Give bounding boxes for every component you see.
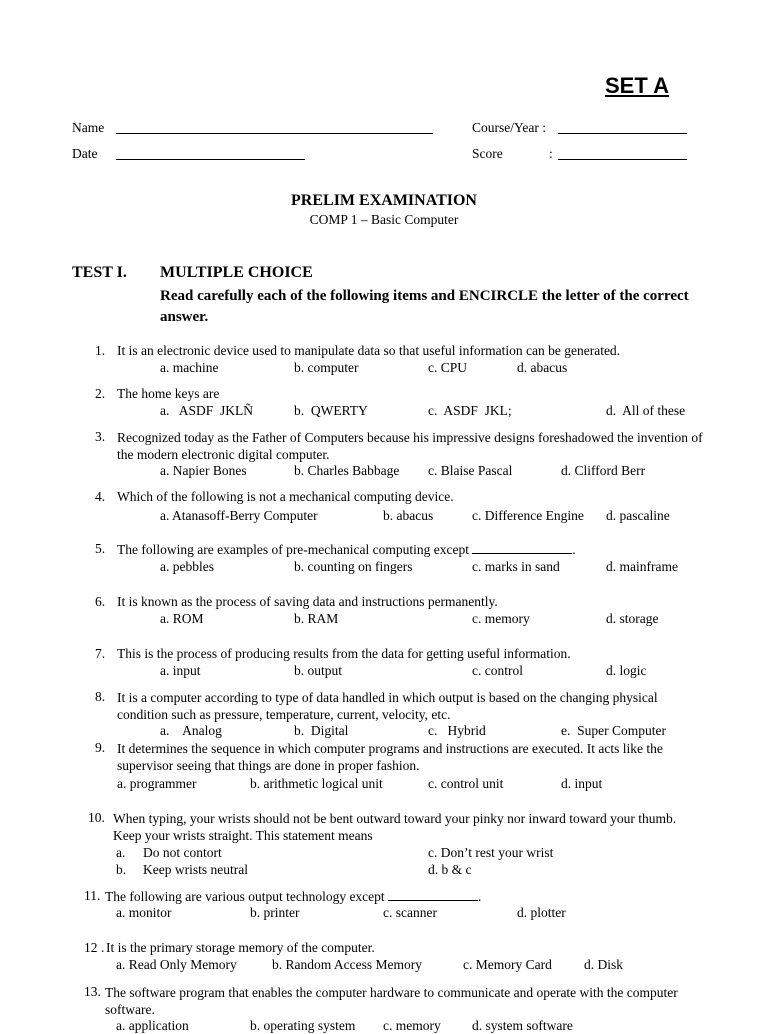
choice-b[interactable]: b. Digital [294,723,349,738]
choice-d[interactable]: d. logic [606,663,647,678]
score-label: Score [472,146,503,161]
choice-b[interactable]: b. abacus [383,508,434,523]
choice-b[interactable]: b. counting on fingers [294,559,413,574]
question-number: 10. [88,810,105,825]
question-text: The following are various output technology except . [105,889,482,904]
choice-c[interactable]: c. Memory Card [463,957,552,972]
question-number: 12 . [84,940,105,955]
choice-a[interactable]: a. pebbles [160,559,214,574]
question-number: 6. [95,594,106,609]
question-number: 11. [84,888,101,903]
answer-blank[interactable] [388,888,478,901]
question-number: 9. [95,740,106,755]
choice-b[interactable]: b. arithmetic logical unit [250,776,383,791]
choice-c[interactable]: c. ASDF JKL; [428,403,512,418]
choice-c[interactable]: c. scanner [383,905,437,920]
choice-a[interactable]: a. Napier Bones [160,463,247,478]
choice-b[interactable]: b. operating system [250,1018,356,1033]
choice-c[interactable]: c. memory [383,1018,441,1033]
choice-a[interactable]: Do not contort [143,845,222,860]
choice-c[interactable]: c. marks in sand [472,559,560,574]
choice-a-letter[interactable]: a. [116,845,126,860]
choice-a[interactable]: a. Analog [160,723,222,738]
choice-a[interactable]: a. ASDF JKLÑ [160,403,254,418]
choice-d[interactable]: d. plotter [517,905,566,920]
choice-e[interactable]: e. Super Computer [561,723,666,738]
choice-c[interactable]: c. memory [472,611,530,626]
choice-a[interactable]: a. Read Only Memory [116,957,237,972]
choice-a[interactable]: a. input [160,663,201,678]
question-number: 13. [84,984,101,999]
question-text: It is the primary storage memory of the computer. [106,940,375,955]
date-field-line[interactable] [116,159,305,160]
choice-a[interactable]: a. ROM [160,611,204,626]
question-number: 4. [95,489,106,504]
choice-b[interactable]: b. Random Access Memory [272,957,422,972]
choice-d[interactable]: d. storage [606,611,659,626]
test-name: MULTIPLE CHOICE [160,264,313,281]
exam-title: PRELIM EXAMINATION [291,192,477,209]
choice-c[interactable]: c. Hybrid [428,723,486,738]
question-text: The software program that enables the computer hardware to communicate and operate with the computer software. [105,985,678,1017]
choice-a[interactable]: a. programmer [117,776,197,791]
question-number: 2. [95,386,106,401]
test-label: TEST I. [72,264,127,281]
choice-c[interactable]: c. Blaise Pascal [428,463,513,478]
test-instructions: Read carefully each of the following items and ENCIRCLE the letter of the correct answer. [160,288,689,325]
choice-c[interactable]: c. control [472,663,523,678]
choice-b[interactable]: Keep wrists neutral [143,862,248,877]
choice-b[interactable]: b. printer [250,905,300,920]
name-field-line[interactable] [116,133,433,134]
choice-d[interactable]: d. All of these [606,403,686,418]
choice-a[interactable]: a. Atanasoff-Berry Computer [160,508,318,523]
choice-c[interactable]: c. Difference Engine [472,508,584,523]
answer-blank[interactable] [472,541,572,554]
score-field-line[interactable] [558,159,687,160]
question-number: 3. [95,429,106,444]
choice-a[interactable]: a. application [116,1018,189,1033]
exam-subtitle: COMP 1 – Basic Computer [309,212,459,227]
course-year-label: Course/Year : [472,120,546,135]
choice-d[interactable]: d. abacus [517,360,568,375]
question-text: The home keys are [117,386,220,401]
choice-b[interactable]: b. output [294,663,343,678]
choice-b[interactable]: b. Charles Babbage [294,463,400,478]
course-year-field-line[interactable] [558,133,687,134]
choice-d[interactable]: d. mainframe [606,559,678,574]
choice-d[interactable]: d. Clifford Berr [561,463,646,478]
choice-b[interactable]: b. RAM [294,611,339,626]
choice-b[interactable]: b. QWERTY [294,403,368,418]
question-number: 5. [95,541,106,556]
question-text: It determines the sequence in which computer programs and instructions are executed. It acts like the supervisor seeing that things are done in proper fashion. [117,741,663,773]
choice-d[interactable]: d. b & c [428,862,472,877]
choice-b-letter[interactable]: b. [116,862,127,877]
choice-c[interactable]: c. CPU [428,360,468,375]
choice-d[interactable]: d. system software [472,1018,573,1033]
choice-d[interactable]: d. Disk [584,957,624,972]
question-text: It is a computer according to type of data handled in which output is based on the changing physical condition such as pressure, temperature, current, velocity, etc. [117,690,658,722]
score-colon: : [549,146,553,161]
choice-d[interactable]: d. input [561,776,603,791]
set-label: SET A [605,73,669,98]
question-text: This is the process of producing results from the data for getting useful information. [117,646,571,661]
question-number: 8. [95,689,106,704]
name-label: Name [72,120,105,135]
question-text: Which of the following is not a mechanical computing device. [117,489,454,504]
question-text: When typing, your wrists should not be bent outward toward your pinky nor inward toward your thumb. Keep your wrists straight. This statement means [113,811,677,843]
choice-b[interactable]: b. computer [294,360,359,375]
choice-a[interactable]: a. monitor [116,905,172,920]
question-text: The following are examples of pre-mechanical computing except . [117,542,576,557]
choice-c[interactable]: c. Don’t rest your wrist [428,845,554,860]
question-text: Recognized today as the Father of Computers because his impressive designs foreshadowed the invention of the modern electronic digital computer. [117,430,703,462]
choice-d[interactable]: d. pascaline [606,508,670,523]
question-number: 1. [95,343,106,358]
date-label: Date [72,146,98,161]
question-text: It is an electronic device used to manipulate data so that useful information can be generated. [117,343,621,358]
question-number: 7. [95,646,106,661]
choice-c[interactable]: c. control unit [428,776,504,791]
choice-a[interactable]: a. machine [160,360,219,375]
question-text: It is known as the process of saving data and instructions permanently. [117,594,498,609]
